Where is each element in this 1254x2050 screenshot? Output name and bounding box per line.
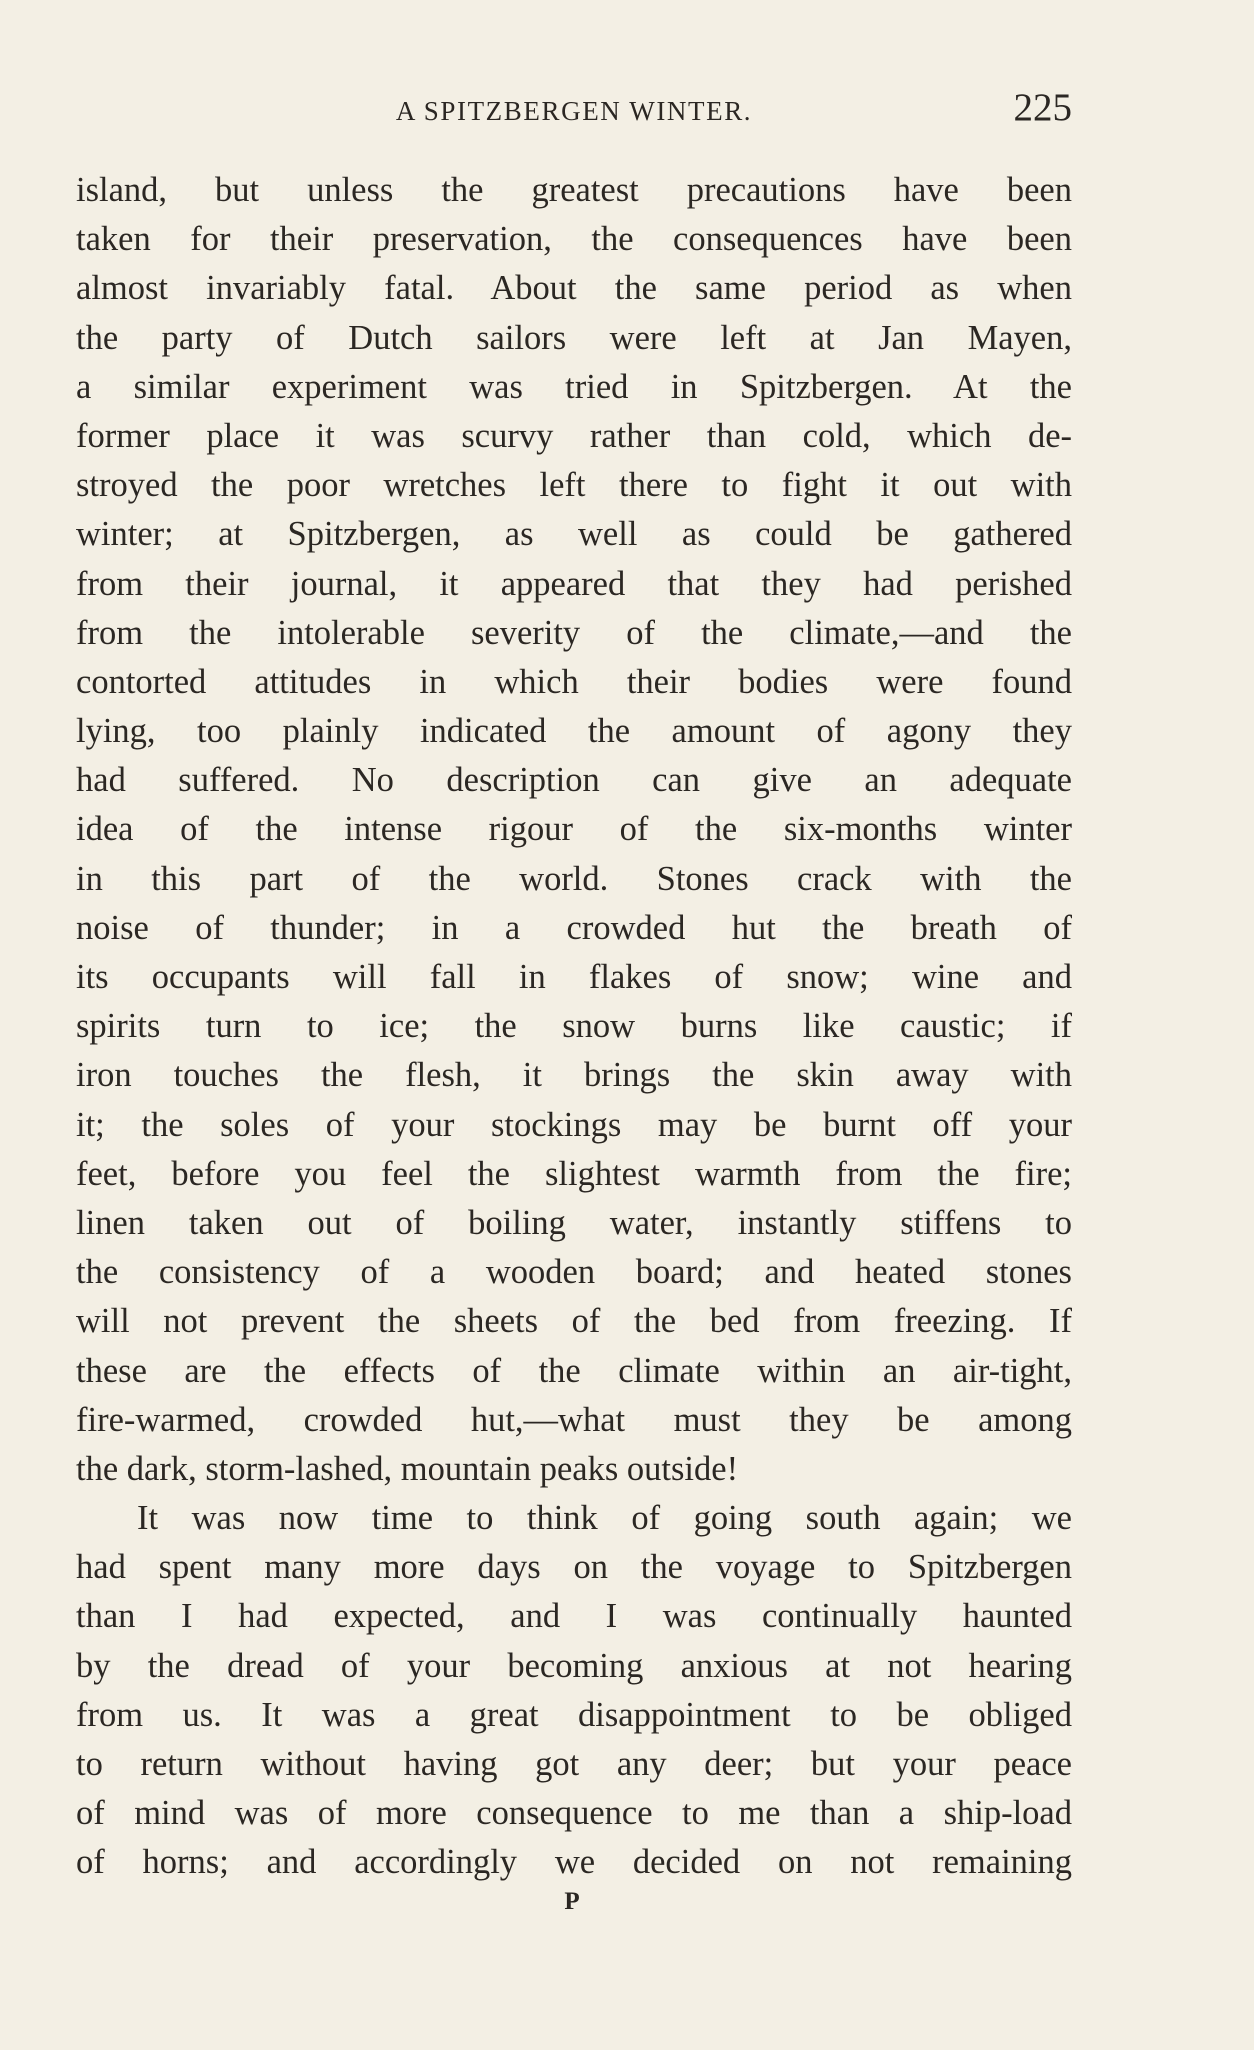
- text-line: in this part of the world. Stones crack with the: [76, 859, 1072, 898]
- text-line: it; the soles of your stockings may be burnt off your: [76, 1105, 1072, 1144]
- text-line: fire-warmed, crowded hut,—what must they be among: [76, 1400, 1072, 1439]
- text-line: winter; at Spitzbergen, as well as could be gathered: [76, 515, 1072, 554]
- text-line: from their journal, it appeared that they had perished: [76, 564, 1072, 603]
- text-line: had spent many more days on the voyage to Spitzbergen: [76, 1548, 1072, 1587]
- running-head: [76, 86, 1072, 134]
- text-line: feet, before you feel the slightest warmth from the fire;: [76, 1154, 1072, 1193]
- text-line: from us. It was a great disappointment to be obliged: [76, 1695, 1072, 1734]
- page-number: 225: [1013, 86, 1072, 129]
- text-line: to return without having got any deer; but your peace: [76, 1745, 1072, 1783]
- text-line: idea of the intense rigour of the six-months winter: [76, 810, 1072, 849]
- text-line: linen taken out of boiling water, instantly stiffens to: [76, 1203, 1072, 1242]
- paragraph-end-line: the dark, storm-lashed, mountain peaks outside!: [76, 1449, 739, 1488]
- text-line: spirits turn to ice; the snow burns like caustic; if: [76, 1007, 1072, 1046]
- paragraph-start-line: It was now time to think of going south again; we: [137, 1499, 1072, 1538]
- text-line: taken for their preservation, the consequences have been: [76, 220, 1072, 259]
- text-line: its occupants will fall in flakes of snow; wine and: [76, 958, 1072, 996]
- text-line: will not prevent the sheets of the bed from freezing. If: [76, 1302, 1072, 1341]
- signature-mark: P: [564, 1888, 580, 1915]
- text-line: iron touches the flesh, it brings the skin away with: [76, 1056, 1072, 1095]
- text-line: former place it was scurvy rather than cold, which de-: [76, 416, 1072, 455]
- text-line: the consistency of a wooden board; and heated stones: [76, 1253, 1072, 1292]
- text-line: from the intolerable severity of the climate,—and the: [76, 613, 1072, 652]
- text-line: of mind was of more consequence to me than a ship-load: [76, 1794, 1072, 1833]
- text-line: contorted attitudes in which their bodies were found: [76, 662, 1072, 701]
- body-text: [76, 166, 1072, 1888]
- text-line: by the dread of your becoming anxious at not hearing: [76, 1646, 1072, 1685]
- text-line: stroyed the poor wretches left there to fight it out with: [76, 466, 1072, 505]
- text-line: than I had expected, and I was continually haunted: [76, 1597, 1072, 1636]
- text-line: a similar experiment was tried in Spitzbergen. At the: [76, 367, 1072, 406]
- text-line: lying, too plainly indicated the amount of agony they: [76, 712, 1072, 751]
- text-line: of horns; and accordingly we decided on not remaining: [76, 1843, 1072, 1882]
- text-line: the party of Dutch sailors were left at Jan Mayen,: [76, 318, 1072, 357]
- text-line: noise of thunder; in a crowded hut the breath of: [76, 908, 1072, 947]
- text-line: island, but unless the greatest precautions have been: [76, 171, 1072, 209]
- text-line: almost invariably fatal. About the same period as when: [76, 269, 1072, 308]
- text-line: these are the effects of the climate within an air-tight,: [76, 1351, 1072, 1390]
- text-line: had suffered. No description can give an adequate: [76, 761, 1072, 800]
- running-title: A SPITZBERGEN WINTER.: [395, 96, 753, 126]
